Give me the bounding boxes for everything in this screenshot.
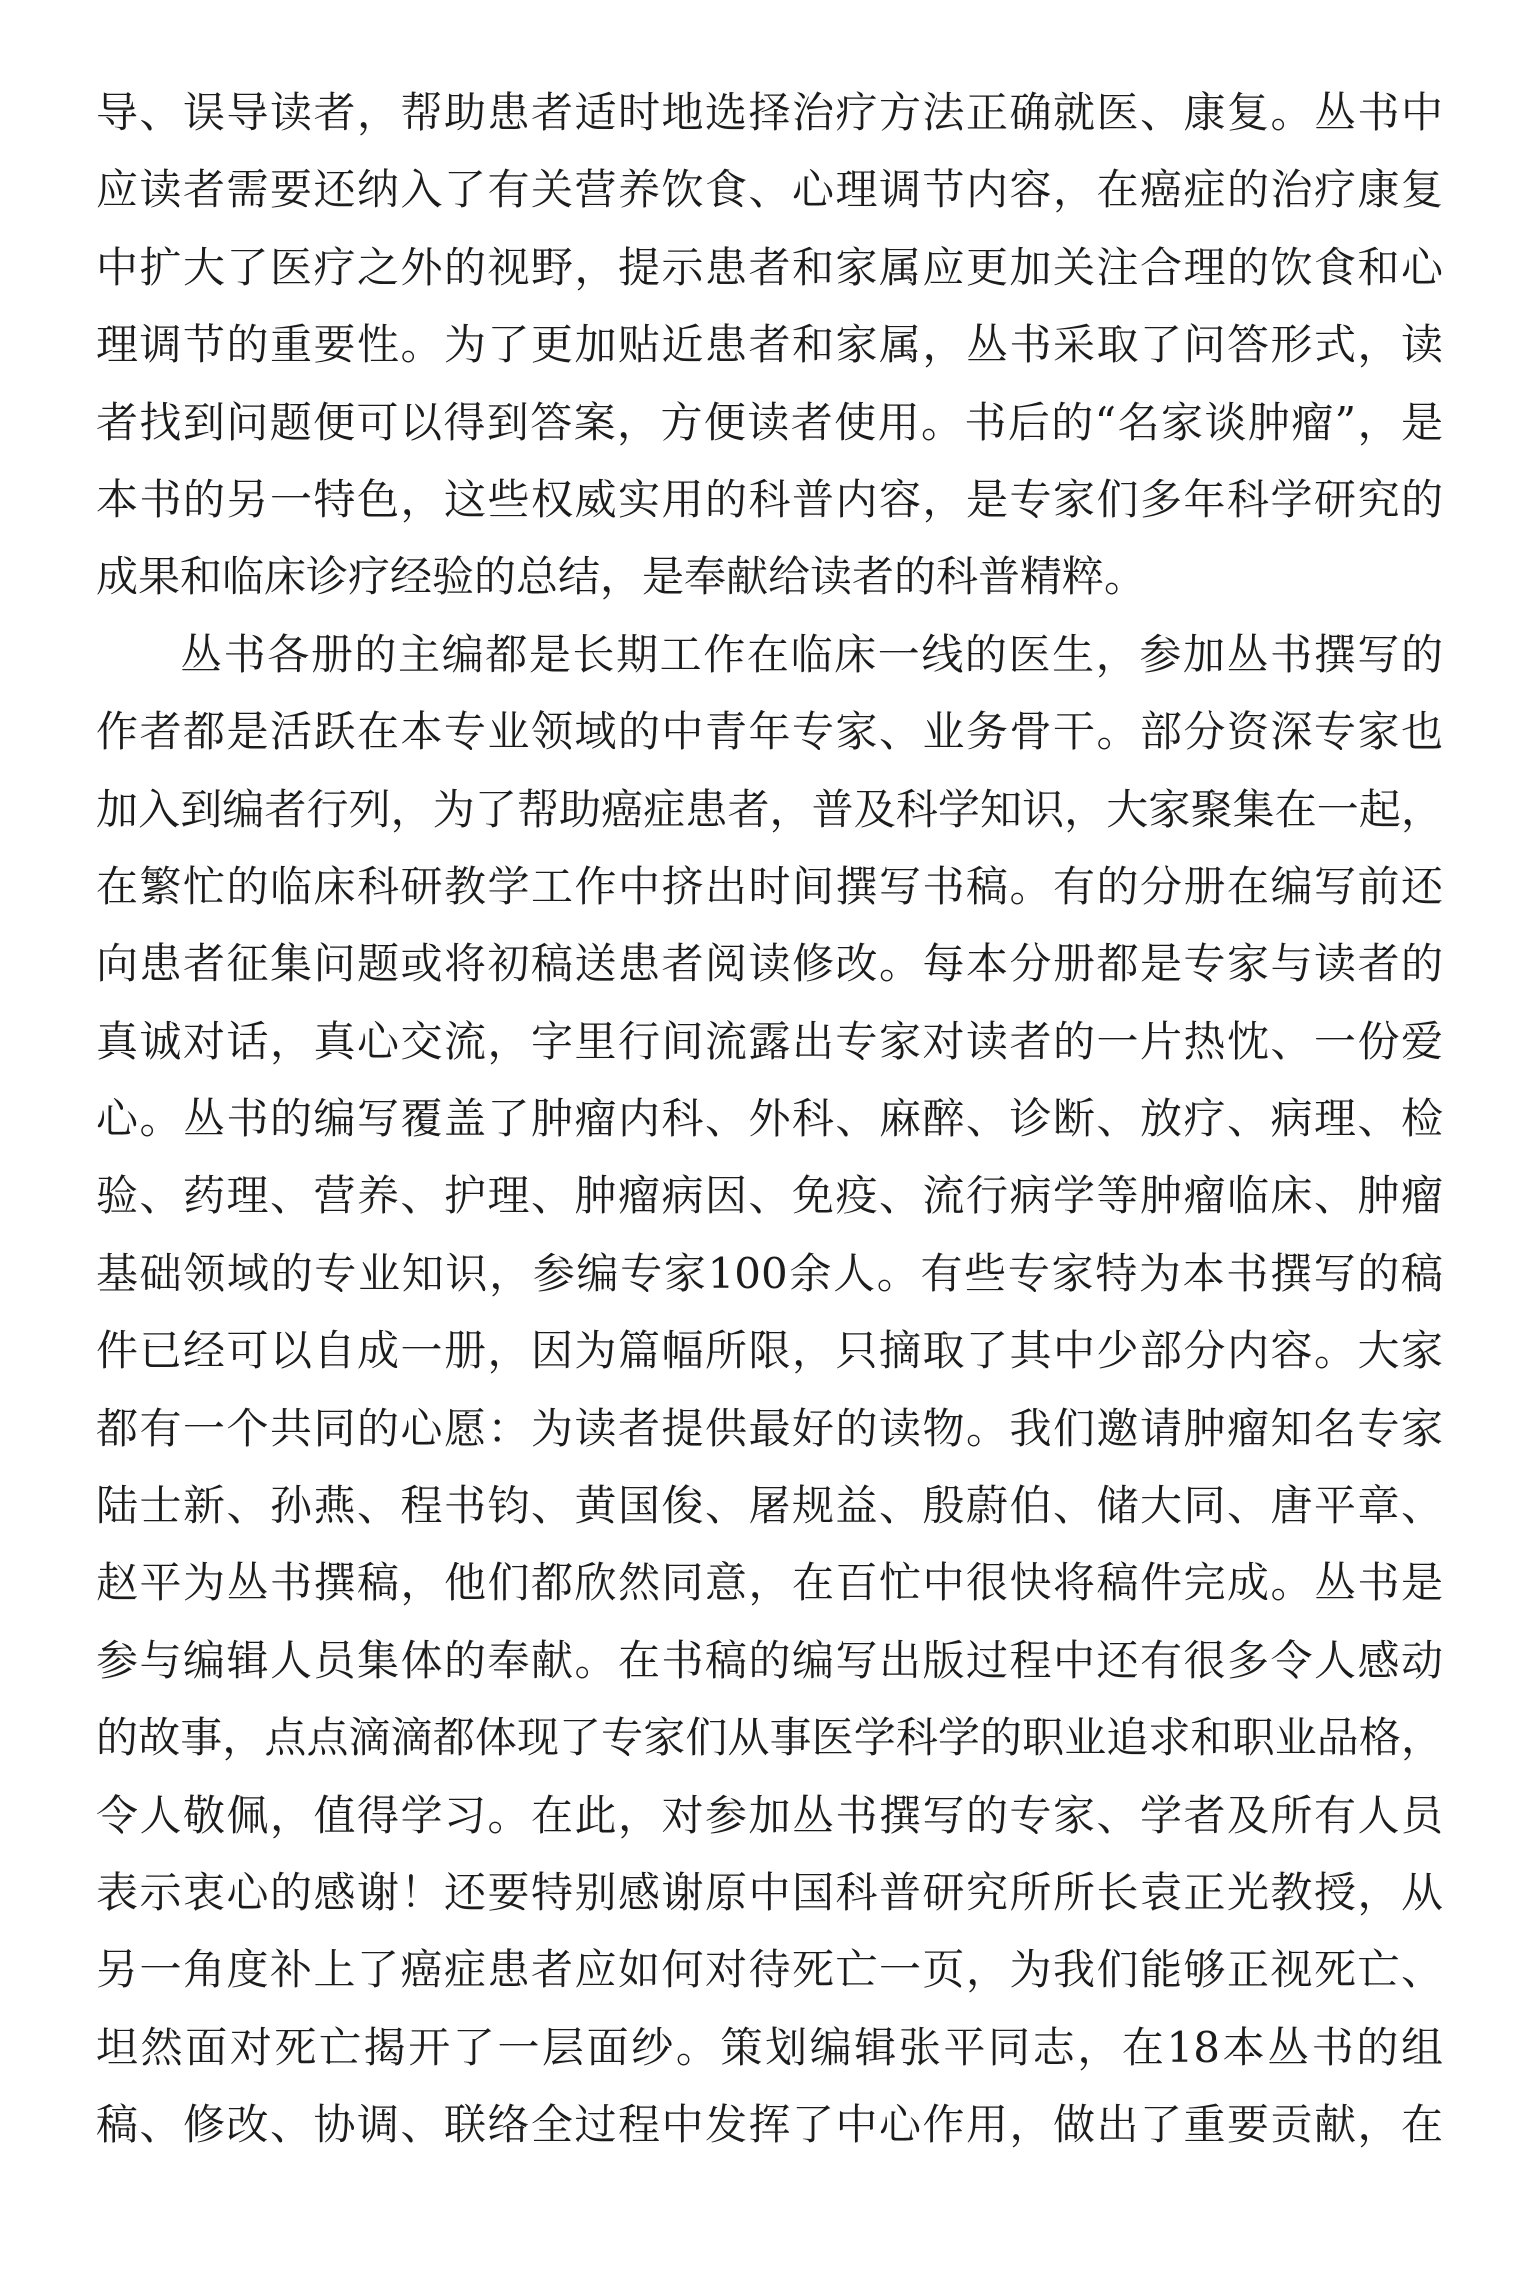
text-line: 作者都是活跃在本专业领域的中青年专家、业务骨干。部分资深专家也 (96, 707, 1443, 757)
text-line: 真诚对话，真心交流，字里行间流露出专家对读者的一片热忱、一份爱 (96, 1016, 1443, 1066)
text-line: 坦然面对死亡揭开了一层面纱。策划编辑张平同志，在18本丛书的组 (96, 2022, 1443, 2072)
text-line: 丛书各册的主编都是长期工作在临床一线的医生，参加丛书撰写的 (180, 629, 1443, 679)
text-line: 的故事，点点滴滴都体现了专家们从事医学科学的职业追求和职业品格， (96, 1713, 1443, 1763)
text-line: 参与编辑人员集体的奉献。在书稿的编写出版过程中还有很多令人感动 (96, 1635, 1443, 1685)
text-line: 本书的另一特色，这些权威实用的科普内容，是专家们多年科学研究的 (96, 474, 1443, 524)
text-line: 验、药理、营养、护理、肿瘤病因、免疫、流行病学等肿瘤临床、肿瘤 (96, 1171, 1443, 1221)
paragraph-2 (96, 616, 1443, 2164)
text-line: 赵平为丛书撰稿，他们都欣然同意，在百忙中很快将稿件完成。丛书是 (96, 1558, 1443, 1608)
text-line: 中扩大了医疗之外的视野，提示患者和家属应更加关注合理的饮食和心 (96, 242, 1443, 292)
text-line: 件已经可以自成一册，因为篇幅所限，只摘取了其中少部分内容。大家 (96, 1326, 1443, 1376)
text-line: 应读者需要还纳入了有关营养饮食、心理调节内容，在癌症的治疗康复 (96, 165, 1443, 215)
text-line: 另一角度补上了癌症患者应如何对待死亡一页，为我们能够正视死亡、 (96, 1945, 1443, 1995)
text-line: 基础领域的专业知识，参编专家100余人。有些专家特为本书撰写的稿 (96, 1248, 1443, 1298)
text-line: 陆士新、孙燕、程书钧、黄国俊、屠规益、殷蔚伯、储大同、唐平章、 (96, 1481, 1443, 1531)
text-line: 加入到编者行列，为了帮助癌症患者，普及科学知识，大家聚集在一起， (96, 784, 1443, 834)
document-page (96, 74, 1443, 2164)
text-line: 理调节的重要性。为了更加贴近患者和家属，丛书采取了问答形式，读 (96, 320, 1443, 370)
text-line: 成果和临床诊疗经验的总结，是奉献给读者的科普精粹。 (96, 552, 1147, 602)
text-line: 导、误导读者，帮助患者适时地选择治疗方法正确就医、康复。丛书中 (96, 88, 1443, 137)
text-line: 稿、修改、协调、联络全过程中发挥了中心作用，做出了重要贡献，在 (96, 2100, 1443, 2150)
text-line: 者找到问题便可以得到答案，方便读者使用。书后的“名家谈肿瘤”，是 (96, 397, 1443, 447)
text-line: 令人敬佩，值得学习。在此，对参加丛书撰写的专家、学者及所有人员 (96, 1790, 1443, 1840)
text-line: 在繁忙的临床科研教学工作中挤出时间撰写书稿。有的分册在编写前还 (96, 861, 1443, 911)
paragraph-1 (96, 74, 1443, 616)
text-line: 向患者征集问题或将初稿送患者阅读修改。每本分册都是专家与读者的 (96, 939, 1443, 989)
text-line: 表示衷心的感谢！还要特别感谢原中国科普研究所所长袁正光教授，从 (96, 1867, 1443, 1917)
text-line: 都有一个共同的心愿：为读者提供最好的读物。我们邀请肿瘤知名专家 (96, 1403, 1443, 1453)
text-line: 心。丛书的编写覆盖了肿瘤内科、外科、麻醉、诊断、放疗、病理、检 (96, 1094, 1443, 1144)
